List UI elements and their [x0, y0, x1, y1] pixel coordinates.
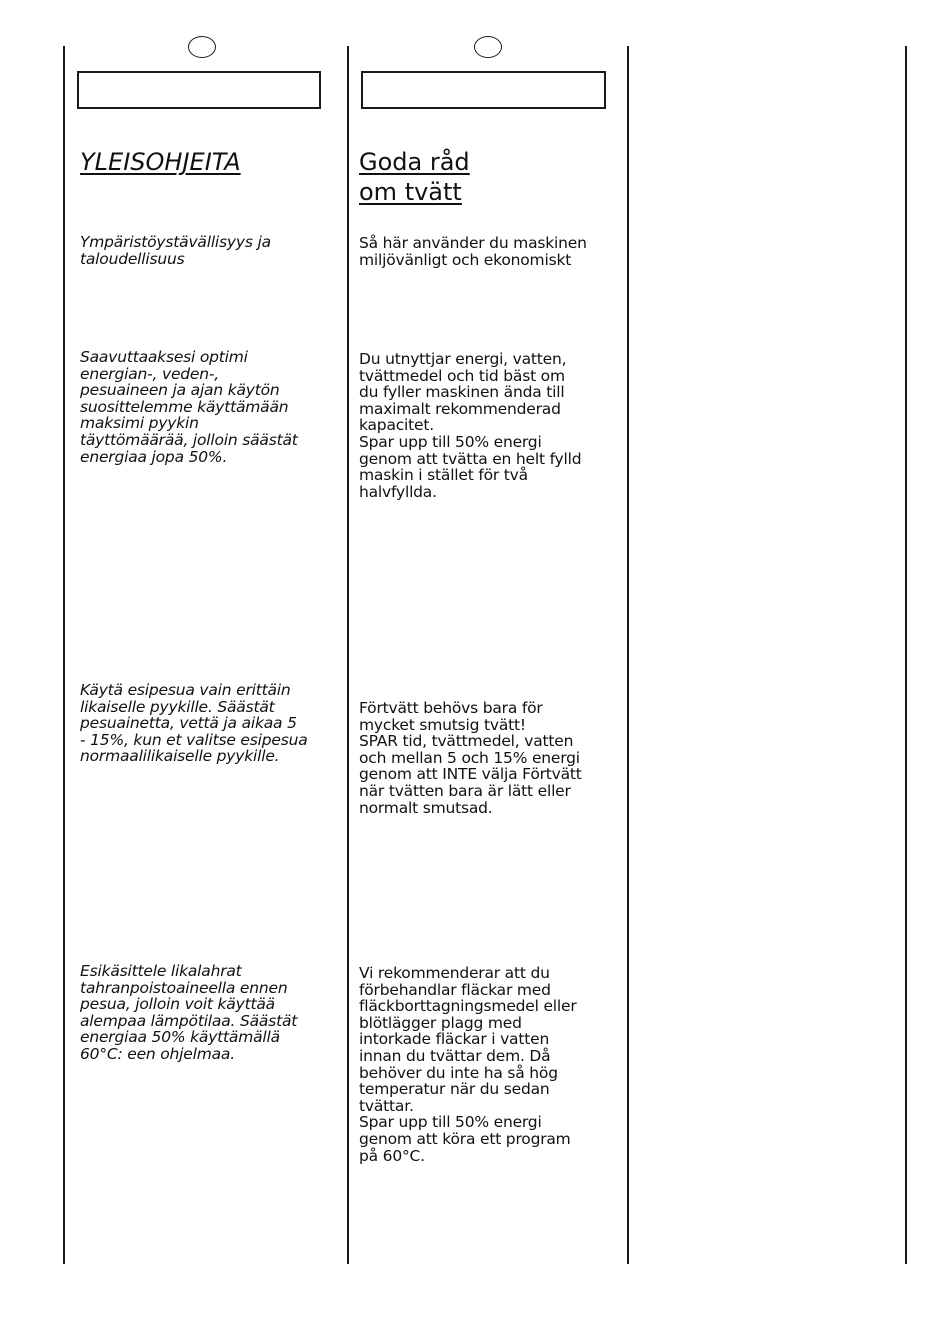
sv-paragraph-2: Du utnyttjar energi, vatten, tvättmedel och tid bäst om du fyller maskinen ända till maximalt rekommenderad kapacitet. Spar upp till 50% energi genom att tvätta en helt fylld maskin i stället för två halvfyllda.	[359, 350, 582, 501]
fi-paragraph-4: Esikäsittele likalahrat tahranpoistoaineella ennen pesua, jolloin voit käyttää alempaa lämpötilaa. Säästät energiaa 50% käyttämällä 60°C: een ohjelmaa.	[80, 962, 298, 1063]
language-marker-circle-sv	[474, 36, 502, 58]
column-divider-left	[63, 46, 65, 1264]
sv-paragraph-1: Så här använder du maskinen miljövänligt och ekonomiskt	[359, 234, 587, 269]
fi-paragraph-2: Saavuttaaksesi optimi energian-, veden-, pesuaineen ja ajan käytön suosittelemme käyttämään maksimi pyykin täyttömäärää, jolloin säästät energiaa jopa 50%.	[80, 348, 298, 466]
header-box-fi	[77, 71, 321, 109]
column-divider-right	[627, 46, 629, 1264]
column-divider-far-right	[905, 46, 907, 1264]
column-divider-middle	[347, 46, 349, 1264]
section-title-sv: Goda råd om tvätt	[359, 148, 470, 206]
fi-paragraph-1: Ympäristöystävällisyys ja taloudellisuus	[80, 233, 271, 268]
language-marker-circle-fi	[188, 36, 216, 58]
sv-paragraph-3: Förtvätt behövs bara för mycket smutsig tvätt! SPAR tid, tvättmedel, vatten och mellan 5 och 15% energi genom att INTE välja Förtvätt när tvätten bara är lätt eller normalt smutsad.	[359, 699, 582, 817]
section-title-fi: YLEISOHJEITA	[80, 148, 241, 176]
sv-paragraph-4: Vi rekommenderar att du förbehandlar fläckar med fläckborttagningsmedel eller blötlägger plagg med intorkade fläckar i vatten innan du tvättar dem. Då behöver du inte ha så hög temperatur när du sedan tvättar. Spar upp till 50% energi genom att köra ett program på 60°C.	[359, 964, 577, 1165]
header-box-sv	[361, 71, 606, 109]
fi-paragraph-3: Käytä esipesua vain erittäin likaiselle pyykille. Säästät pesuainetta, vettä ja aikaa 5 - 15%, kun et valitse esipesua normaalilikaiselle pyykille.	[80, 681, 308, 766]
